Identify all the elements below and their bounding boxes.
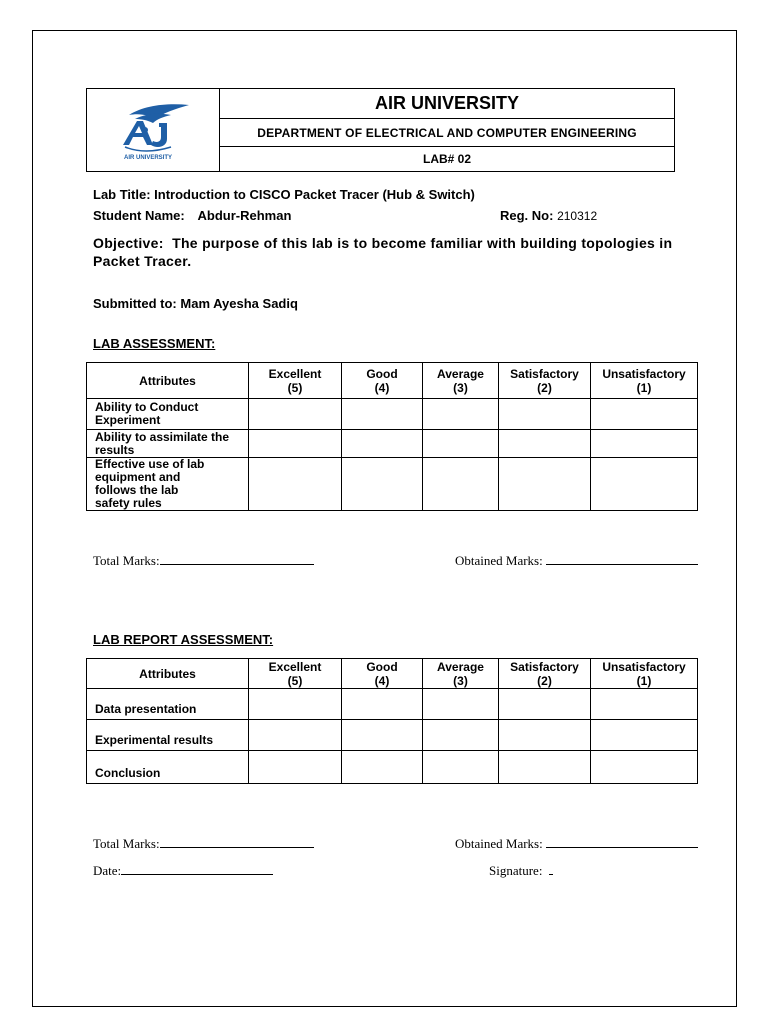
reg-no-label: Reg. No:: [500, 208, 554, 223]
row-attribute: Ability to Conduct Experiment: [87, 399, 249, 430]
submitted-value: Mam Ayesha Sadiq: [180, 296, 298, 311]
score-cell[interactable]: [342, 720, 423, 751]
lab-title-label: Lab Title:: [93, 187, 151, 202]
air-university-logo: [115, 101, 195, 161]
row-attribute: Data presentation: [87, 689, 249, 720]
date-label: Date:: [93, 863, 122, 878]
col-attributes: Attributes: [87, 363, 249, 399]
page-border: [32, 30, 737, 1007]
total-marks-field[interactable]: [160, 553, 314, 565]
table-header-row: [87, 659, 698, 689]
score-cell[interactable]: [499, 458, 591, 511]
row-attribute: Ability to assimilate the results: [87, 430, 249, 458]
date-field[interactable]: [121, 863, 273, 875]
score-cell[interactable]: [342, 689, 423, 720]
student-name-line: [93, 208, 291, 223]
score-cell[interactable]: [249, 751, 342, 784]
reg-no-line: [500, 208, 597, 223]
table-row: [87, 689, 698, 720]
score-cell[interactable]: [249, 720, 342, 751]
col-satisfactory: Satisfactory (2): [499, 363, 591, 399]
table-row: [87, 751, 698, 784]
student-name-label: Student Name:: [93, 208, 185, 223]
table-row: [87, 399, 698, 430]
objective-text: The purpose of this lab is to become familiar with building topologies in Packet Tracer.: [93, 235, 673, 269]
lab-assessment-title: LAB ASSESSMENT:: [93, 336, 216, 351]
university-name: AIR UNIVERSITY: [220, 89, 674, 119]
obtained-marks-field[interactable]: [546, 553, 698, 565]
header-box: [86, 88, 675, 172]
lab-title-line: [93, 187, 475, 202]
row-attribute: Effective use of lab equipment and follows the lab safety rules: [87, 458, 249, 511]
lab-assessment-table: [86, 362, 698, 511]
score-cell[interactable]: [591, 720, 698, 751]
col-excellent: Excellent (5): [249, 363, 342, 399]
obtained-marks-label: Obtained Marks:: [455, 553, 543, 568]
score-cell[interactable]: [249, 399, 342, 430]
col-excellent: Excellent (5): [249, 659, 342, 689]
score-cell[interactable]: [499, 399, 591, 430]
table-row: [87, 430, 698, 458]
submitted-to-line: [93, 296, 298, 311]
score-cell[interactable]: [499, 751, 591, 784]
score-cell[interactable]: [499, 720, 591, 751]
table-row: [87, 458, 698, 511]
total-marks-2: [93, 836, 314, 852]
student-name-value: Abdur-Rehman: [197, 208, 292, 223]
signature-line: [489, 863, 553, 879]
lab-report-assessment-title: LAB REPORT ASSESSMENT:: [93, 632, 274, 647]
score-cell[interactable]: [342, 458, 423, 511]
row-attribute: Conclusion: [87, 751, 249, 784]
col-unsatisfactory: Unsatisfactory (1): [591, 363, 698, 399]
total-marks-1: [93, 553, 314, 569]
lab-report-assessment-table: [86, 658, 698, 784]
logo-cell: [87, 89, 220, 171]
department-name: DEPARTMENT OF ELECTRICAL AND COMPUTER ENGINEERING: [220, 119, 674, 147]
score-cell[interactable]: [423, 458, 499, 511]
col-good: Good (4): [342, 659, 423, 689]
score-cell[interactable]: [423, 751, 499, 784]
objective: [93, 234, 707, 270]
score-cell[interactable]: [249, 458, 342, 511]
lab-number: LAB# 02: [422, 152, 472, 166]
date-line: [93, 863, 273, 879]
score-cell[interactable]: [423, 720, 499, 751]
col-satisfactory: Satisfactory (2): [499, 659, 591, 689]
score-cell[interactable]: [499, 430, 591, 458]
total-marks-field[interactable]: [160, 836, 314, 848]
obtained-marks-1: [455, 553, 698, 569]
score-cell[interactable]: [591, 399, 698, 430]
submitted-label: Submitted to:: [93, 296, 177, 311]
total-marks-label: Total Marks:: [93, 836, 160, 851]
signature-label: Signature:: [489, 863, 543, 878]
score-cell[interactable]: [591, 751, 698, 784]
lab-title-value: Introduction to CISCO Packet Tracer (Hub & Switch): [154, 187, 475, 202]
score-cell[interactable]: [499, 689, 591, 720]
table-header-row: [87, 363, 698, 399]
row-attribute: Experimental results: [87, 720, 249, 751]
logo-text: AIR UNIVERSITY: [123, 155, 173, 161]
col-unsatisfactory: Unsatisfactory (1): [591, 659, 698, 689]
score-cell[interactable]: [342, 430, 423, 458]
score-cell[interactable]: [423, 430, 499, 458]
reg-no-value: 210312: [557, 209, 598, 223]
obtained-marks-label: Obtained Marks:: [455, 836, 543, 851]
col-good: Good (4): [342, 363, 423, 399]
score-cell[interactable]: [342, 751, 423, 784]
score-cell[interactable]: [249, 430, 342, 458]
score-cell[interactable]: [591, 430, 698, 458]
score-cell[interactable]: [423, 399, 499, 430]
table-row: [87, 720, 698, 751]
total-marks-label: Total Marks:: [93, 553, 160, 568]
score-cell[interactable]: [423, 689, 499, 720]
col-average: Average (3): [423, 659, 499, 689]
score-cell[interactable]: [342, 399, 423, 430]
score-cell[interactable]: [591, 458, 698, 511]
score-cell[interactable]: [249, 689, 342, 720]
obtained-marks-2: [455, 836, 698, 852]
col-average: Average (3): [423, 363, 499, 399]
objective-label: Objective:: [93, 235, 164, 251]
signature-field[interactable]: [549, 863, 553, 875]
obtained-marks-field[interactable]: [546, 836, 698, 848]
col-attributes: Attributes: [87, 659, 249, 689]
score-cell[interactable]: [591, 689, 698, 720]
